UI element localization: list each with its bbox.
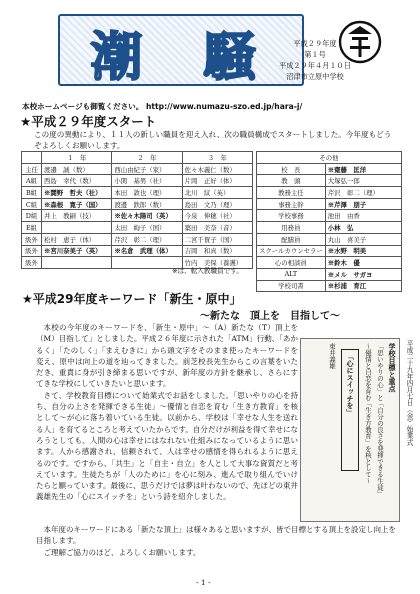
staff-class-cell: E組 xyxy=(22,222,42,234)
staff-cell: ※森根 寛子（国） xyxy=(42,198,112,210)
clip-line: 「思いやりの心」と「自分の良さを発揮できる生徒」 xyxy=(376,343,384,497)
section-intro: この度の異動により、１１人の新しい職員を迎え入れ、次の職員構成でスタートしました。今年度もどうぞよろしくお願いします。 xyxy=(34,130,392,150)
goals-clipping xyxy=(300,338,400,522)
issue-date: 平成２９年４月１０日 xyxy=(279,61,351,70)
other-header-row xyxy=(257,152,402,164)
staff-row xyxy=(22,175,253,187)
staff-cell: 今泉 伸穂（社） xyxy=(182,210,252,222)
other-staff-row xyxy=(257,257,402,269)
section-title-start: ★平成２９年度スタート xyxy=(20,114,157,129)
other-staff-row xyxy=(257,187,402,199)
page-number: - 1 - xyxy=(196,578,211,587)
staff-cell: ※名倉 武理（体） xyxy=(112,245,182,257)
staff-cell: 島田 文乃（理） xyxy=(182,198,252,210)
homepage-label: 本校ホームページも御覧ください。 xyxy=(22,102,144,111)
staff-row xyxy=(22,210,253,222)
staff-cell: 北川 紋（英） xyxy=(182,187,252,199)
homepage-note xyxy=(22,101,302,112)
role-cell: 教務主任 xyxy=(257,187,326,199)
name-cell: 小林 弘 xyxy=(325,222,401,234)
keyword-subtitle: ～新たな 頂上を 目指して～ xyxy=(200,311,340,322)
staff-cell: ※宮川奈美子（英） xyxy=(42,245,112,257)
homepage-url[interactable]: http://www.numazu-szo.ed.jp/hara-j/ xyxy=(146,102,303,111)
role-cell: スクールカウンセラー xyxy=(257,245,326,257)
issue-number: 第１号 xyxy=(304,50,326,59)
staff-cell: 渡邉 誠（数） xyxy=(42,163,112,175)
staff-cell: 西山由紀子（家） xyxy=(112,163,182,175)
staff-row xyxy=(22,187,253,199)
staff-cell: 竹内 美保（養護） xyxy=(182,257,252,269)
other-header-cell: その他 xyxy=(257,152,402,164)
role-cell: 学校事務 xyxy=(257,210,326,222)
name-cell: 芹沢 彰二（理） xyxy=(325,187,401,199)
staff-cell: 小関 基男（社） xyxy=(112,175,182,187)
staff-class-cell: C組 xyxy=(22,198,42,210)
other-staff-row xyxy=(257,163,402,175)
staff-header-cell: ２ 年 xyxy=(112,152,182,164)
other-staff-table xyxy=(256,151,402,292)
staff-cell: 築田 美奈（音） xyxy=(182,222,252,234)
article-paragraph: 本校の今年度のキーワードを、「新生・原中」～（A）新たな（T）頂上を（M）目指して」としました。平成２６年度に示された「ATM」行動、「あかるく」「たのしく」「まえむきに」から頭文字をそのまま使ったキーワードを変え、原中は向上の道を辿ってきました。前芝校長先生からこの言葉をいただき、重責に身が引き締まる思いですが、新年度の方針を継承し、さらにすてきな学校にしていきたいと思います。 xyxy=(36,323,298,389)
other-staff-row xyxy=(257,245,402,257)
clip-line: 東井義雄 xyxy=(328,343,336,369)
staff-cell: 西島 幸代（数） xyxy=(42,175,112,187)
staff-cell: 佐々木義仁（数） xyxy=(182,163,252,175)
other-staff-row xyxy=(257,175,402,187)
other-staff-row xyxy=(257,268,402,280)
clip-line: ～優情と自恋を育む「生き方教育」を核として～ xyxy=(364,343,372,484)
article-body xyxy=(36,322,298,503)
name-cell: 大塚弘一郎 xyxy=(325,175,401,187)
clip-line: 「心にスイッチを」 xyxy=(346,353,354,416)
staff-class-cell: 級外 xyxy=(22,245,42,257)
name-cell: 丸山 喜美子 xyxy=(325,233,401,245)
staff-cell: 松村 恵子（体） xyxy=(42,233,112,245)
name-cell: ※齋藤 匡洋 xyxy=(325,163,401,175)
other-staff-row xyxy=(257,210,402,222)
ceremony-date: 平成二十九年四月七日（金）始業式 xyxy=(405,340,413,446)
staff-row xyxy=(22,222,253,234)
role-cell: 学校司書 xyxy=(257,280,326,292)
staff-cell: 本田 敦也（理） xyxy=(112,187,182,199)
role-cell: 校 長 xyxy=(257,163,326,175)
name-cell: 池田 由香 xyxy=(325,210,401,222)
staff-row xyxy=(22,233,253,245)
article-paragraph: さて、学校教育目標について始業式でお話をしました。「思いやりの心を持ち、自分の上さを発揮できる生徒」～優情と自恋を育む「生き方教育」を核として～が心に落ち着いている生徒。以前から、学校は「幸せな人生を送れる人」を育てるところと考えていたからです。自分だけが利益を得て幸せになろうとしても、人間の心は幸せにはなれない仕組みになっているように思います。人から感謝され、信頼されて、人は幸せの感情を得られるように思えるのです。ですから、「共生」と「自主・自立」を人として大事な資質だと考えています。生徒たちが「人のために」を心に刻み、進んで取り組んでいけたらと願っています。最後に、思うだけでは夢は叶わないので、先ほどの東井義雄先生の「心にスイッチを」という詩を紹介しました。 xyxy=(36,390,298,502)
staff-class-cell: D組 xyxy=(22,210,42,222)
other-staff-row xyxy=(257,280,402,292)
role-cell: 心の相談員 xyxy=(257,257,326,269)
section-title-keyword: ★平成29年度キーワード「新生・原中」 xyxy=(22,292,242,306)
staff-class-cell: 主任 xyxy=(22,163,42,175)
role-cell: ALT xyxy=(257,268,326,280)
article-paragraph: ご理解ご協力のほど、よろしくお願いします。 xyxy=(43,547,201,557)
transfer-note: ※は、転入教職員です。 xyxy=(172,267,243,275)
clip-line: 学校目標と重点 xyxy=(388,343,396,392)
fiscal-year: 平成２９年度 xyxy=(293,39,337,48)
other-staff-row xyxy=(257,222,402,234)
staff-header-cell: ３ 年 xyxy=(182,152,252,164)
name-cell: ※杉浦 育江 xyxy=(325,280,401,292)
other-staff-row xyxy=(257,198,402,210)
article-paragraph: 本年度のキーワードにある「新たな頂上」は様々あると思いますが、皆で目標とする頂上を設定し向上を目指します。 xyxy=(36,525,396,546)
article-body-continued xyxy=(36,524,400,558)
staff-cell: 芹沢 彰二（理） xyxy=(112,233,182,245)
staff-header-cell xyxy=(22,152,42,164)
staff-class-cell: B組 xyxy=(22,187,42,199)
staff-cell: ※鬨野 哲夫（社） xyxy=(42,187,112,199)
name-cell: ※水野 明美 xyxy=(325,245,401,257)
staff-cell xyxy=(42,257,112,269)
staff-header-row xyxy=(22,152,253,164)
masthead-title-char-1: 潮 xyxy=(90,27,163,88)
staff-cell xyxy=(42,222,112,234)
staff-cell: 二宮千賀子（国） xyxy=(182,233,252,245)
staff-cell: 吉岡 和真（数） xyxy=(182,245,252,257)
staff-row xyxy=(22,245,253,257)
staff-header-cell: １ 年 xyxy=(42,152,112,164)
role-cell: 事務主幹 xyxy=(257,198,326,210)
staff-cell: ※佐々木陽司（英） xyxy=(112,210,182,222)
role-cell: 教 頭 xyxy=(257,175,326,187)
role-cell: 配膳員 xyxy=(257,233,326,245)
name-cell: ※芹澤 朋子 xyxy=(325,198,401,210)
staff-row xyxy=(22,198,253,210)
role-cell: 用務員 xyxy=(257,222,326,234)
staff-class-cell: 級外 xyxy=(22,257,42,269)
name-cell: ※鈴木 優 xyxy=(325,257,401,269)
staff-cell: 太田 絢子（国） xyxy=(112,222,182,234)
staff-class-cell: A組 xyxy=(22,175,42,187)
staff-class-cell: 級外 xyxy=(22,233,42,245)
other-staff-row xyxy=(257,233,402,245)
staff-cell: 井上 教嗣（技） xyxy=(42,210,112,222)
staff-row xyxy=(22,163,253,175)
school-name: 沼津市立原中学校 xyxy=(286,72,344,81)
school-emblem-icon xyxy=(338,20,382,64)
staff-cell: 片岡 正好（体） xyxy=(182,175,252,187)
name-cell: ※メル サガヨ xyxy=(325,268,401,280)
staff-table xyxy=(21,151,253,269)
masthead-title-char-2: 騒 xyxy=(203,27,276,88)
staff-cell: 渡邊 鉄郎（数） xyxy=(112,198,182,210)
